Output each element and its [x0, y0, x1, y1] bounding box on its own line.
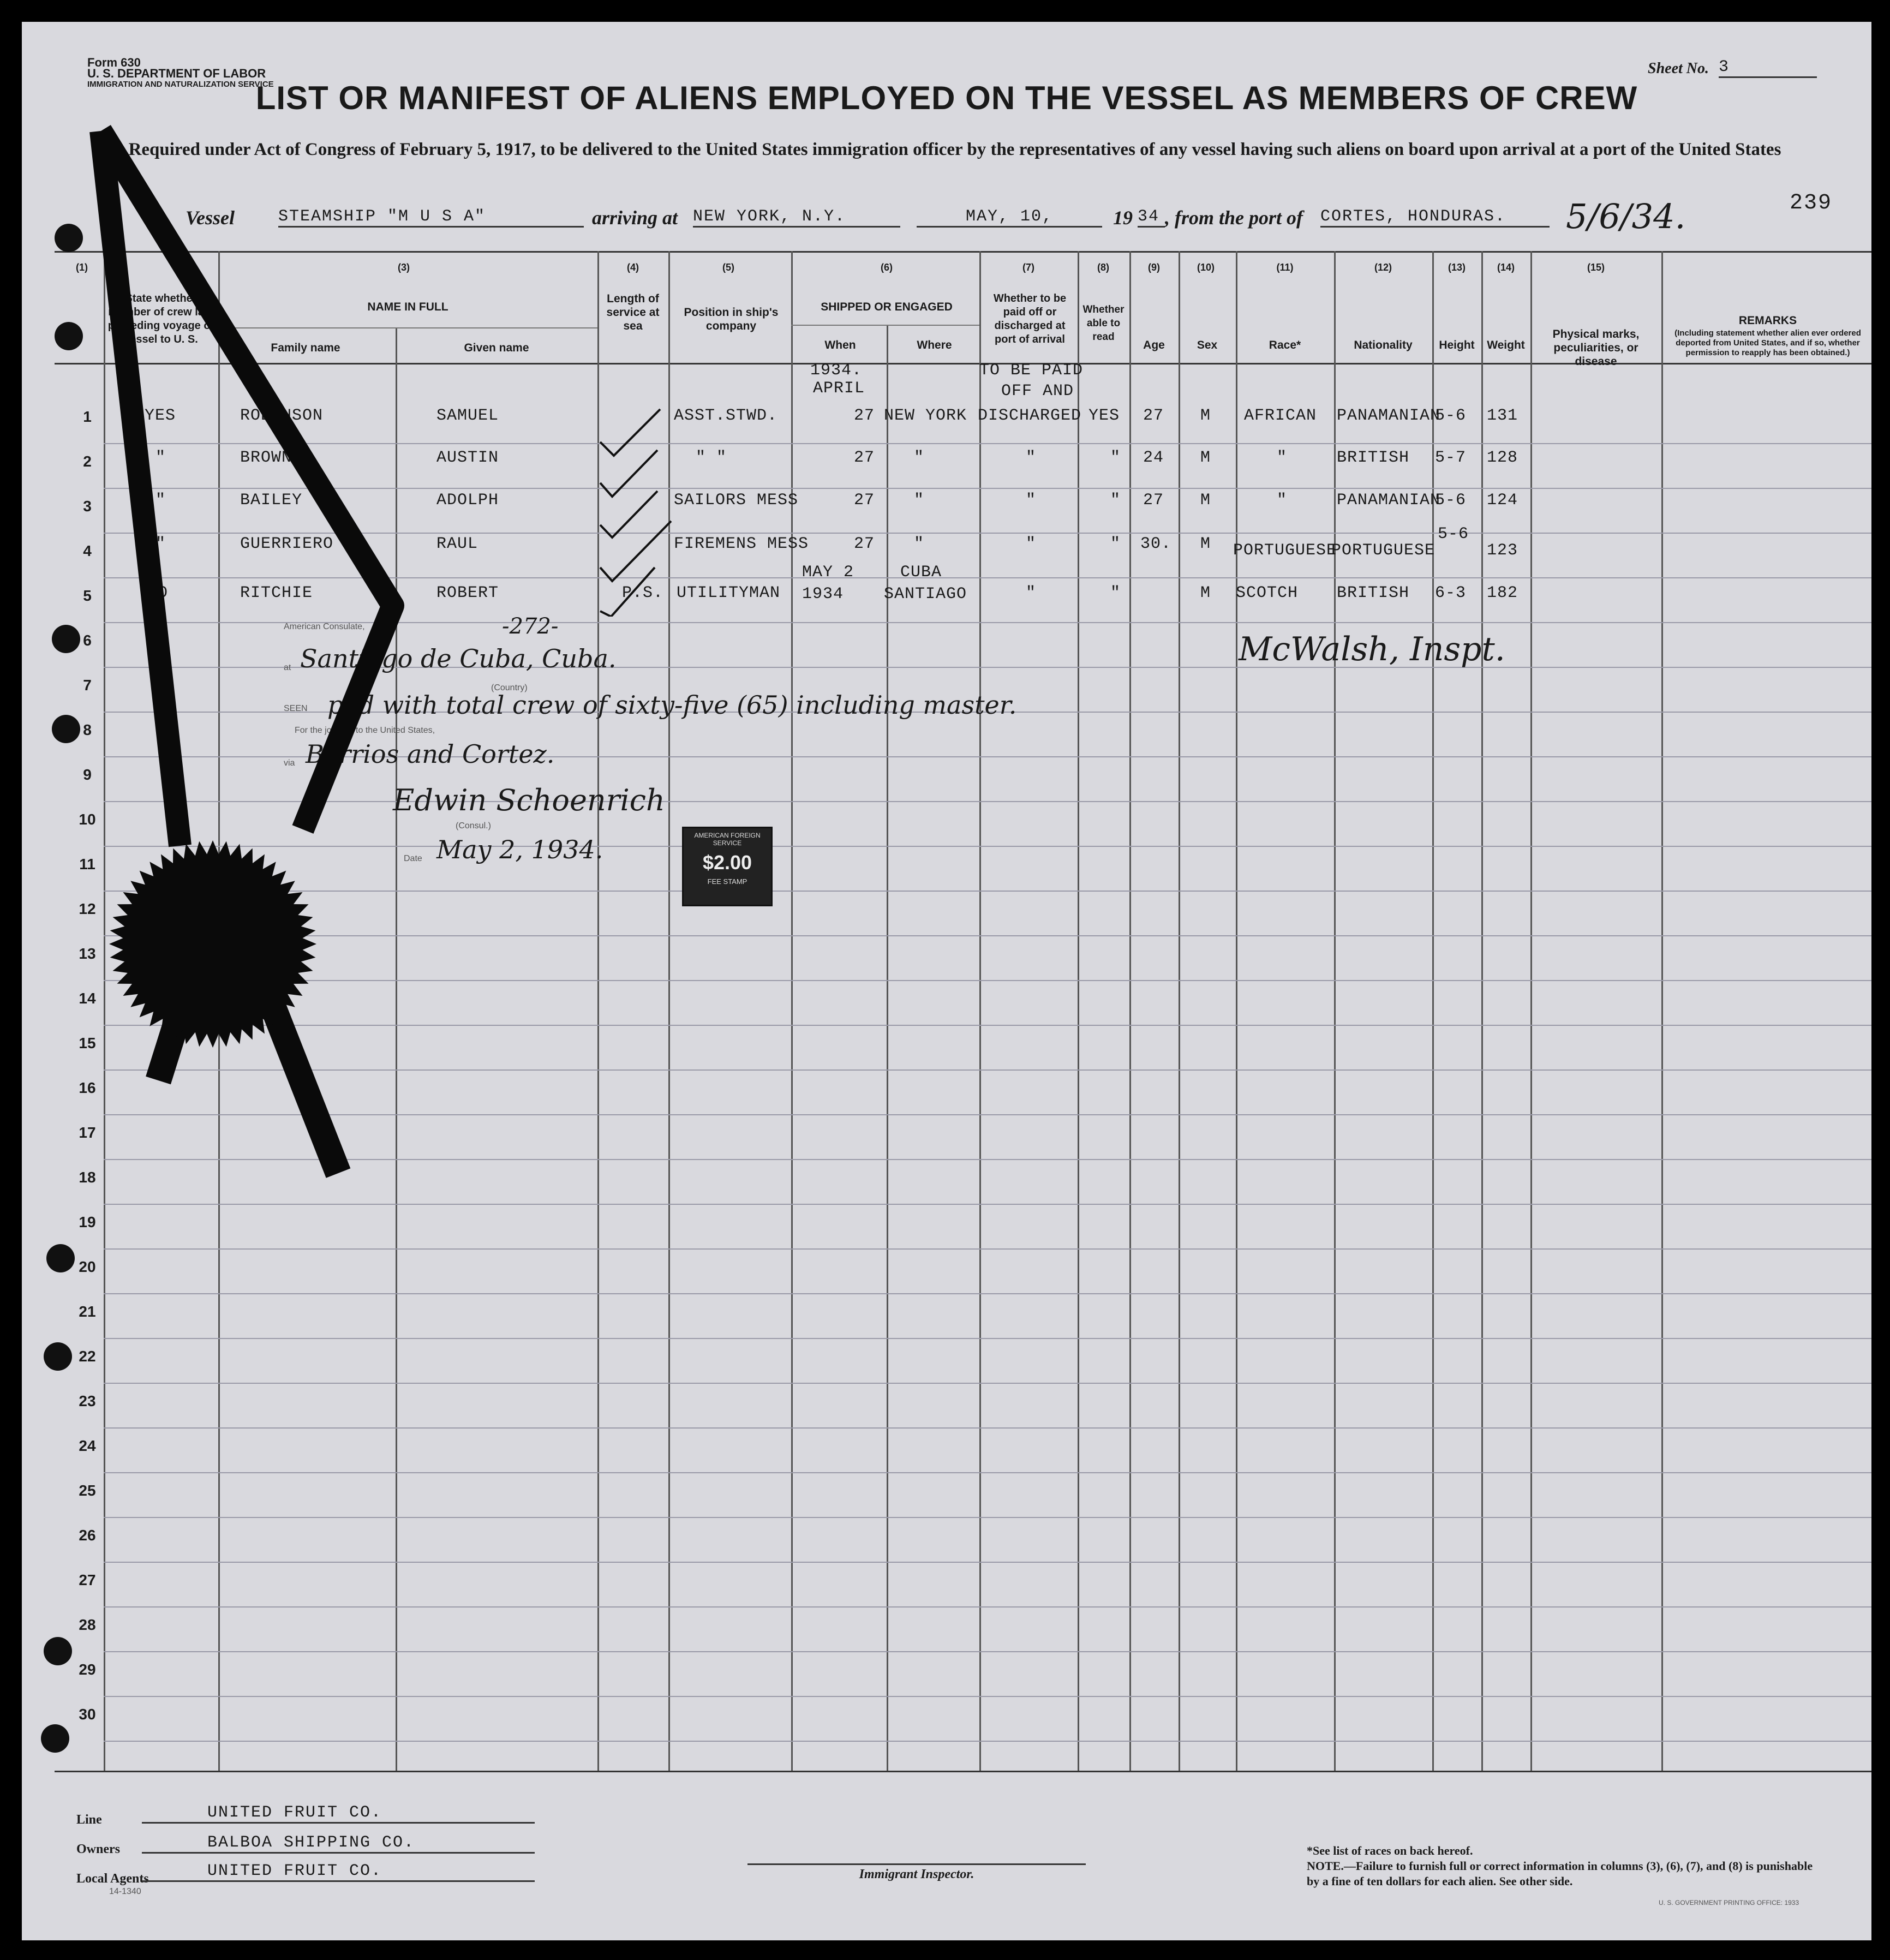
row-number: 24 — [79, 1437, 96, 1454]
shipped-where: " — [914, 449, 925, 467]
row-number: 1 — [83, 408, 92, 425]
row-rule — [104, 1606, 1871, 1608]
handwritten-date: 5/6/34. — [1566, 196, 1686, 236]
agents-value: UNITED FRUIT CO. — [142, 1862, 535, 1882]
col-number: (11) — [1276, 262, 1294, 273]
header-weight: Weight — [1487, 339, 1525, 351]
header-shipped-engaged: SHIPPED OR ENGAGED — [821, 301, 953, 313]
owners-value: BALBOA SHIPPING CO. — [142, 1833, 535, 1854]
able-to-read: " — [1110, 491, 1121, 510]
race: SCOTCH — [1236, 584, 1299, 602]
header-given-name: Given name — [464, 342, 529, 354]
department-name: U. S. DEPARTMENT OF LABOR — [87, 67, 266, 80]
row-rule — [104, 1204, 1871, 1205]
age: 24 — [1143, 449, 1164, 467]
col-divider — [1481, 251, 1483, 1771]
col-number: (9) — [1148, 262, 1160, 273]
consul-caption: (Consul.) — [456, 821, 491, 830]
prev-voyage: YES — [145, 407, 176, 425]
paid-line-1: TO BE PAID — [979, 361, 1084, 380]
family-name: BAILEY — [240, 491, 303, 510]
departure-port: CORTES, HONDURAS. — [1320, 207, 1550, 228]
row-number: 19 — [79, 1214, 96, 1230]
row-number: 5 — [83, 587, 92, 604]
header-remarks: REMARKS — [1738, 314, 1797, 327]
age: 27 — [1143, 407, 1164, 425]
when-month: APRIL — [813, 379, 865, 398]
row-rule — [104, 1651, 1871, 1652]
prev-voyage: " — [155, 535, 166, 553]
col-divider — [791, 251, 793, 1771]
binder-hole — [44, 1342, 72, 1371]
col-number: (15) — [1587, 262, 1605, 273]
shipped-when: 27 — [854, 407, 875, 425]
paid-off: " — [1026, 491, 1037, 510]
given-name: ROBERT — [436, 584, 499, 602]
shipped-when: 27 — [854, 535, 875, 553]
paid-off: " — [1026, 535, 1037, 553]
header-paid-off: Whether to be paid off or discharged at port of arrival — [993, 292, 1067, 345]
col-number: (2) — [185, 262, 197, 273]
header-crew-last-voyage: State whether member of crew last preceding voyage of vessel to U. S. — [107, 292, 214, 345]
col-divider — [979, 251, 981, 1771]
nationality: BRITISH — [1337, 449, 1410, 467]
prev-voyage: NO — [147, 584, 169, 602]
binder-hole — [46, 1244, 75, 1272]
sex: M — [1200, 407, 1211, 425]
shipped-where: " — [914, 535, 925, 553]
age: 27 — [1143, 491, 1164, 510]
row-number: 6 — [83, 632, 92, 649]
line-label: Line — [76, 1813, 102, 1827]
position: FIREMENS MESS — [674, 535, 809, 553]
col-number: (3) — [398, 262, 410, 273]
row-number: 9 — [83, 766, 92, 783]
header-remarks-note: (Including statement whether alien ever ordered deported from United States, and if so, whether permission to reapply has been obtained.) — [1674, 328, 1861, 357]
row-rule — [104, 1383, 1871, 1384]
wax-seal — [109, 840, 316, 1048]
sex: M — [1200, 535, 1211, 553]
family-name: RITCHIE — [240, 584, 313, 602]
height: 5-6 — [1435, 407, 1467, 425]
document-subtitle: Required under Act of Congress of February 5, 1917, to be delivered to the United States immigration officer by the representatives of any vessel having such aliens on board upon arrival at a port of the United States — [128, 140, 1781, 159]
race: " — [1277, 449, 1288, 467]
row-number: 23 — [79, 1393, 96, 1409]
row-number: 3 — [83, 498, 92, 515]
paid-off: DISCHARGED — [978, 407, 1082, 425]
row-rule — [104, 1562, 1871, 1563]
arriving-label: arriving at — [592, 207, 678, 229]
form-number: Form 630 — [87, 56, 141, 69]
row-number: 22 — [79, 1348, 96, 1365]
position: " " — [696, 449, 727, 467]
fee-stamp-bottom: FEE STAMP — [707, 877, 747, 886]
col-number: (5) — [722, 262, 734, 273]
race: PORTUGUESE — [1233, 541, 1337, 560]
row-number: 4 — [83, 542, 92, 559]
paid-line-2: OFF AND — [1001, 382, 1074, 401]
seal-ribbon — [55, 104, 436, 1195]
year-prefix: 19 — [1113, 207, 1133, 229]
row-rule — [104, 1338, 1871, 1339]
family-name: BROWN — [240, 449, 292, 467]
row-number: 15 — [79, 1035, 96, 1051]
fee-stamp-top: AMERICAN FOREIGN SERVICE — [694, 832, 761, 847]
row-rule — [104, 1517, 1871, 1518]
sex: M — [1200, 449, 1211, 467]
row-number: 18 — [79, 1169, 96, 1186]
binder-hole — [52, 715, 80, 743]
printer-note: U. S. GOVERNMENT PRINTING OFFICE: 1933 — [1659, 1899, 1799, 1907]
consul-place: Santiago de Cuba, Cuba. — [300, 644, 617, 673]
header-sex: Sex — [1197, 339, 1218, 351]
shipped-where: SANTIAGO — [884, 585, 967, 603]
document-title: LIST OR MANIFEST OF ALIENS EMPLOYED ON THE VESSEL AS MEMBERS OF CREW — [255, 80, 1638, 116]
nationality: BRITISH — [1337, 584, 1410, 602]
fee-stamp-value: $2.00 — [702, 851, 752, 874]
weight: 124 — [1487, 491, 1518, 510]
race: " — [1277, 491, 1288, 510]
consul-signature: Edwin Schoenrich — [393, 783, 665, 817]
arrival-date: MAY, 10, — [917, 207, 1102, 228]
row-rule — [104, 1696, 1871, 1697]
service-checkmarks — [589, 398, 693, 617]
header-able-to-read: Whether able to read — [1082, 304, 1125, 343]
row-number: 2 — [83, 453, 92, 470]
inspector-signature-line — [747, 1863, 1086, 1865]
col-divider — [1179, 251, 1180, 1771]
shipped-when: 27 — [854, 449, 875, 467]
via-label: via — [284, 758, 295, 768]
header-position: Position in ship's company — [684, 306, 779, 332]
header-where: Where — [917, 339, 952, 351]
row-number: 26 — [79, 1527, 96, 1544]
col-divider — [1334, 251, 1336, 1771]
col-number: (6) — [881, 262, 893, 273]
consulate-printed: American Consulate, — [284, 622, 365, 631]
row-number: 30 — [79, 1706, 96, 1723]
service-name: IMMIGRATION AND NATURALIZATION SERVICE — [87, 80, 274, 89]
family-name: ROBINSON — [240, 407, 324, 425]
col-number: (8) — [1097, 262, 1109, 273]
shipped-when-top: MAY 2 — [802, 563, 854, 582]
header-nationality: Nationality — [1354, 339, 1413, 351]
shipped-where-top: CUBA — [900, 563, 942, 582]
weight: 182 — [1487, 584, 1518, 602]
family-name: GUERRIERO — [240, 535, 334, 553]
col-number: (1) — [76, 262, 88, 273]
given-name: RAUL — [436, 535, 479, 553]
shipped-where: " — [914, 491, 925, 510]
prev-voyage: " — [155, 491, 166, 510]
able-to-read: " — [1110, 449, 1121, 467]
weight: 123 — [1487, 541, 1518, 560]
from-port-label: , from the port of — [1165, 207, 1303, 229]
header-race: Race* — [1269, 339, 1301, 351]
row-number: 11 — [79, 856, 95, 873]
manifest-sheet — [22, 22, 1871, 1940]
race: AFRICAN — [1244, 407, 1317, 425]
consul-number: -272- — [502, 614, 559, 639]
weight: 131 — [1487, 407, 1518, 425]
able-to-read: " — [1110, 535, 1121, 553]
row-number: 17 — [79, 1124, 96, 1141]
col-number: (7) — [1022, 262, 1034, 273]
shipped-where: NEW YORK — [884, 407, 967, 425]
row-rule — [104, 1293, 1871, 1294]
stamp-number: 239 — [1790, 191, 1833, 216]
consul-date: May 2, 1934. — [436, 835, 603, 864]
sheet-label: Sheet No. — [1648, 60, 1709, 77]
given-name: ADOLPH — [436, 491, 499, 510]
paid-off: " — [1026, 449, 1037, 467]
col-divider — [1661, 251, 1663, 1771]
col-number: (14) — [1497, 262, 1515, 273]
row-number: 25 — [79, 1482, 96, 1499]
shipped-when: 27 — [854, 491, 875, 510]
header-physical-marks: Physical marks, peculiarities, or disease — [1552, 328, 1640, 368]
row-number: 16 — [79, 1079, 96, 1096]
shipped-subheader-rule — [791, 325, 979, 326]
header-length-of-service: Length of service at sea — [606, 292, 660, 332]
when-year: 1934. — [810, 361, 863, 380]
col-number: (13) — [1448, 262, 1466, 273]
inspector-signature: McWalsh, Inspt. — [1239, 630, 1505, 668]
date-label: Date — [404, 854, 422, 863]
arrival-port: NEW YORK, N.Y. — [693, 207, 900, 228]
table-bottom-border — [55, 1771, 1871, 1772]
nationality: PORTUGUESE — [1331, 541, 1436, 560]
row-number: 10 — [79, 811, 96, 828]
col-divider — [1078, 251, 1079, 1771]
row-number: 29 — [79, 1661, 96, 1678]
position: SAILORS MESS — [674, 491, 799, 510]
height: 5-6 — [1438, 525, 1469, 543]
header-family-name: Family name — [271, 342, 340, 354]
form-code: 14-1340 — [109, 1887, 141, 1896]
col-number: (4) — [627, 262, 639, 273]
binder-hole — [55, 224, 83, 252]
header-height: Height — [1439, 339, 1475, 351]
row-number: 21 — [79, 1303, 96, 1320]
binder-hole — [52, 625, 80, 653]
journey-printed: For the journey to the United States, — [295, 726, 435, 735]
vessel-name: STEAMSHIP "M U S A" — [278, 207, 584, 228]
row-number: 12 — [79, 900, 96, 917]
binder-hole — [44, 1637, 72, 1665]
sex: M — [1200, 491, 1211, 510]
col-number: (10) — [1197, 262, 1215, 273]
col-divider — [1129, 251, 1131, 1771]
nationality: PANAMANIAN — [1337, 491, 1441, 510]
col-number: (12) — [1374, 262, 1392, 273]
agents-label: Local Agents — [76, 1872, 149, 1886]
country-caption: (Country) — [491, 683, 528, 692]
fee-stamp — [682, 827, 773, 906]
inspector-caption: Immigrant Inspector. — [859, 1867, 974, 1881]
penalty-note: NOTE.—Failure to furnish full or correct information in columns (3), (6), (7), and (8) is punishable by a fine of ten dollars for each alien. See other side. — [1307, 1859, 1813, 1888]
sex: M — [1200, 584, 1211, 602]
binder-hole — [55, 322, 83, 350]
header-when: When — [824, 339, 856, 351]
sheet-number: 3 — [1719, 58, 1817, 78]
binder-hole — [41, 1724, 69, 1753]
via-ports: Barrios and Cortez. — [306, 739, 555, 769]
position: ASST.STWD. — [674, 407, 778, 425]
row-number: 7 — [83, 677, 92, 694]
able-to-read: " — [1110, 584, 1121, 602]
row-number: 27 — [79, 1571, 96, 1588]
row-rule — [104, 1248, 1871, 1250]
consul-at-label: at — [284, 663, 291, 672]
able-to-read: YES — [1088, 407, 1120, 425]
age: 30. — [1140, 535, 1172, 553]
row-rule — [104, 1427, 1871, 1429]
prev-voyage: " — [155, 449, 166, 467]
nationality: PANAMANIAN — [1337, 407, 1441, 425]
col-divider — [1530, 251, 1532, 1771]
position: UTILITYMAN — [677, 584, 781, 602]
header-name-in-full: NAME IN FULL — [367, 301, 448, 313]
col-divider — [887, 325, 888, 1771]
row-number: 8 — [83, 721, 92, 738]
row-number: 20 — [79, 1258, 96, 1275]
year-suffix: 34 — [1138, 207, 1165, 228]
row-number: 14 — [79, 990, 96, 1007]
height: 6-3 — [1435, 584, 1467, 602]
given-name: SAMUEL — [436, 407, 499, 425]
row-rule — [104, 1472, 1871, 1473]
height: 5-7 — [1435, 449, 1467, 467]
vessel-label: Vessel — [186, 207, 235, 229]
shipped-when: 1934 — [802, 585, 844, 603]
row-number: 13 — [79, 945, 96, 962]
races-note: *See list of races on back hereof. — [1307, 1844, 1473, 1857]
service-length: P.S. — [622, 584, 664, 602]
crew-statement: ped with total crew of sixty-five (65) including master. — [327, 690, 1017, 720]
row-number: 28 — [79, 1616, 96, 1633]
owners-label: Owners — [76, 1842, 120, 1856]
col-divider — [1432, 251, 1434, 1771]
height: 5-6 — [1435, 491, 1467, 510]
col-divider — [1236, 251, 1237, 1771]
line-value: UNITED FRUIT CO. — [142, 1803, 535, 1824]
weight: 128 — [1487, 449, 1518, 467]
paid-off: " — [1026, 584, 1037, 602]
given-name: AUSTIN — [436, 449, 499, 467]
seen-printed: SEEN — [284, 704, 308, 713]
row-rule — [104, 1741, 1871, 1742]
header-age: Age — [1143, 339, 1165, 351]
